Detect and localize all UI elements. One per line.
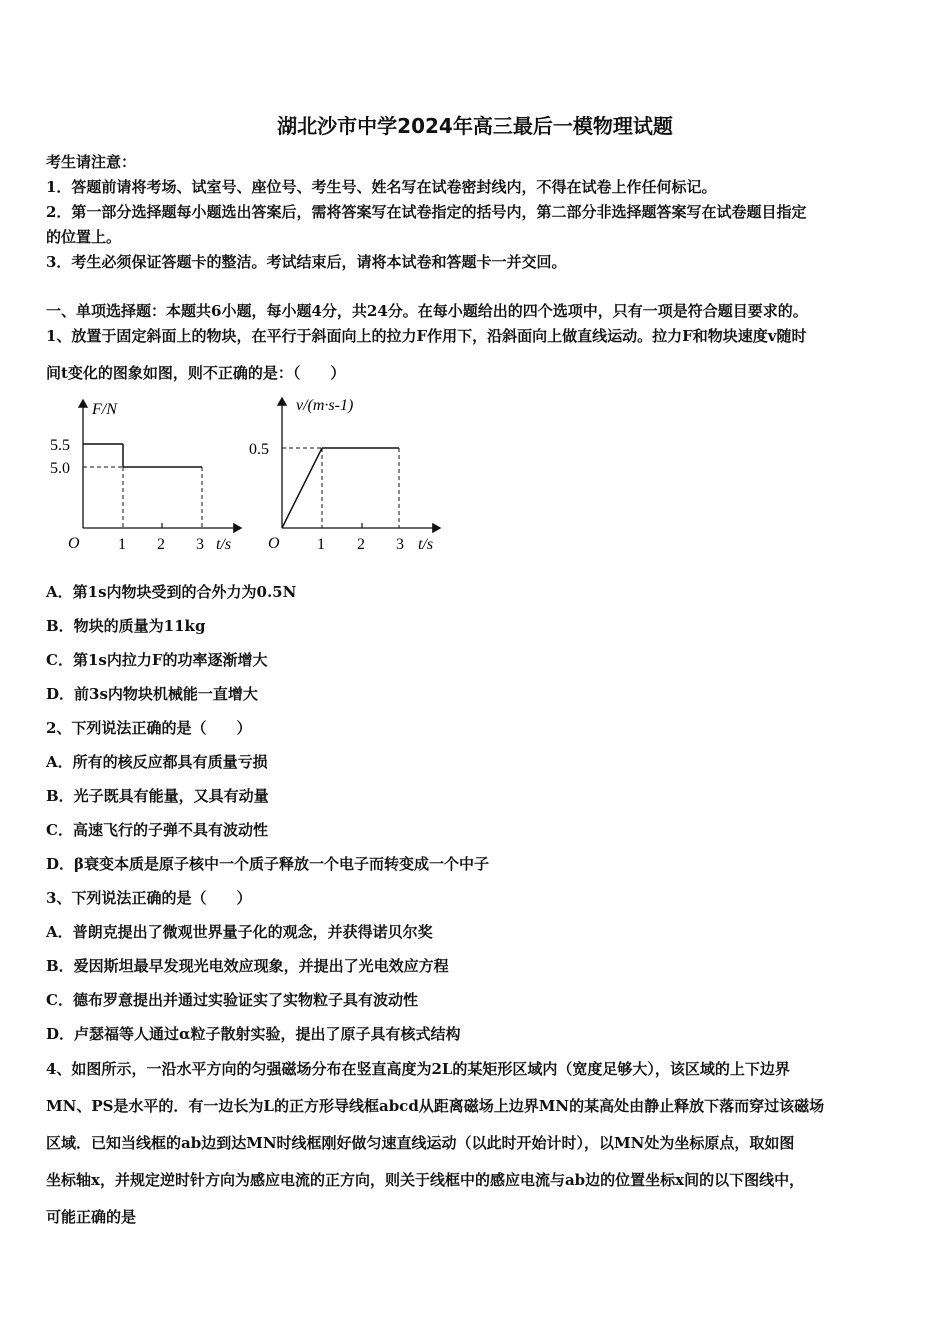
v-xtick-2: 2 <box>357 536 365 553</box>
q3-option-a: A．普朗克提出了微观世界量子化的观念，并获得诺贝尔奖 <box>46 923 433 941</box>
v-xtick-1: 1 <box>317 536 325 553</box>
q1-option-c: C．第1s内拉力F的功率逐渐增大 <box>46 651 268 669</box>
question-3-stem: 3、下列说法正确的是（ ） <box>46 889 252 907</box>
q2-option-d: D．β衰变本质是原子核中一个质子释放一个电子而转变成一个中子 <box>46 855 489 873</box>
q1-option-b: B．物块的质量为11kg <box>46 617 206 635</box>
q3-option-c: C．德布罗意提出并通过实验证实了实物粒子具有波动性 <box>46 991 418 1009</box>
question-4-line-4: 坐标轴x，并规定逆时针方向为感应电流的正方向，则关于线框中的感应电流与ab边的位置坐标x间的以下图线中， <box>46 1171 805 1189</box>
v-t-graph <box>249 397 440 553</box>
q2-option-c: C．高速飞行的子弹不具有波动性 <box>46 821 268 839</box>
v-xtick-3: 3 <box>396 536 404 553</box>
q2-option-a: A．所有的核反应都具有质量亏损 <box>46 753 268 771</box>
v-ylabel: v/(m·s-1) <box>296 397 354 414</box>
f-t-graph <box>50 400 241 553</box>
v-ytick-0.5: 0.5 <box>249 441 269 458</box>
notice-heading: 考生请注意： <box>46 153 137 171</box>
q3-option-b: B．爱因斯坦最早发现光电效应现象，并提出了光电效应方程 <box>46 957 449 975</box>
question-4-line-1: 4、如图所示，一沿水平方向的匀强磁场分布在竖直高度为2L的某矩形区域内（宽度足够大），该区域的上下边界 <box>46 1060 790 1078</box>
notice-item-1: 1．答题前请将考场、试室号、座位号、考生号、姓名写在试卷密封线内，不得在试卷上作任何标记。 <box>46 178 717 196</box>
f-origin: O <box>68 535 80 552</box>
question-4-line-2: MN、PS是水平的．有一边长为L的正方形导线框abcd从距离磁场上边界MN的某高处由静止释放下落而穿过该磁场 <box>46 1097 825 1115</box>
question-4-line-3: 区域．已知当线框的ab边到达MN时线框刚好做匀速直线运动（以此时开始计时），以MN处为坐标原点，取如图 <box>46 1134 795 1152</box>
f-ylabel: F/N <box>92 401 117 418</box>
f-ytick-5.5: 5.5 <box>50 437 70 454</box>
question-4-line-5: 可能正确的是 <box>46 1208 137 1226</box>
q1-graphs-svg <box>44 388 454 563</box>
f-xlabel: t/s <box>216 536 232 553</box>
f-xtick-2: 2 <box>157 536 165 553</box>
notice-item-3: 3．考生必须保证答题卡的整洁。考试结束后，请将本试卷和答题卡一并交回。 <box>46 253 567 271</box>
question-1-stem: 1、放置于固定斜面上的物块，在平行于斜面向上的拉力F作用下，沿斜面向上做直线运动。拉力F和物块速度v随时 <box>46 327 807 345</box>
q1-option-a: A．第1s内物块受到的合外力为0.5N <box>46 583 297 601</box>
notice-item-2: 2．第一部分选择题每小题选出答案后，需将答案写在试卷指定的括号内，第二部分非选择题答案写在试卷题目指定 <box>46 203 807 221</box>
section-heading: 一、单项选择题：本题共6小题，每小题4分，共24分。在每小题给出的四个选项中，只有一项是符合题目要求的。 <box>46 302 808 320</box>
q1-option-d: D．前3s内物块机械能一直增大 <box>46 685 258 703</box>
question-1-stem-cont: 间t变化的图象如图，则不正确的是：（ ） <box>46 364 346 382</box>
f-ytick-5.0: 5.0 <box>50 460 70 477</box>
page-title: 湖北沙市中学2024年高三最后一模物理试题 <box>277 114 673 138</box>
f-xtick-3: 3 <box>196 536 204 553</box>
f-xtick-1: 1 <box>118 536 126 553</box>
v-origin: O <box>268 535 280 552</box>
q3-option-d: D．卢瑟福等人通过α粒子散射实验，提出了原子具有核式结构 <box>46 1025 461 1043</box>
v-xlabel: t/s <box>418 536 434 553</box>
question-2-stem: 2、下列说法正确的是（ ） <box>46 719 252 737</box>
notice-item-2-cont: 的位置上。 <box>46 228 122 246</box>
v-ramp <box>282 448 322 528</box>
q1-figure <box>44 388 454 567</box>
q2-option-b: B．光子既具有能量，又具有动量 <box>46 787 269 805</box>
